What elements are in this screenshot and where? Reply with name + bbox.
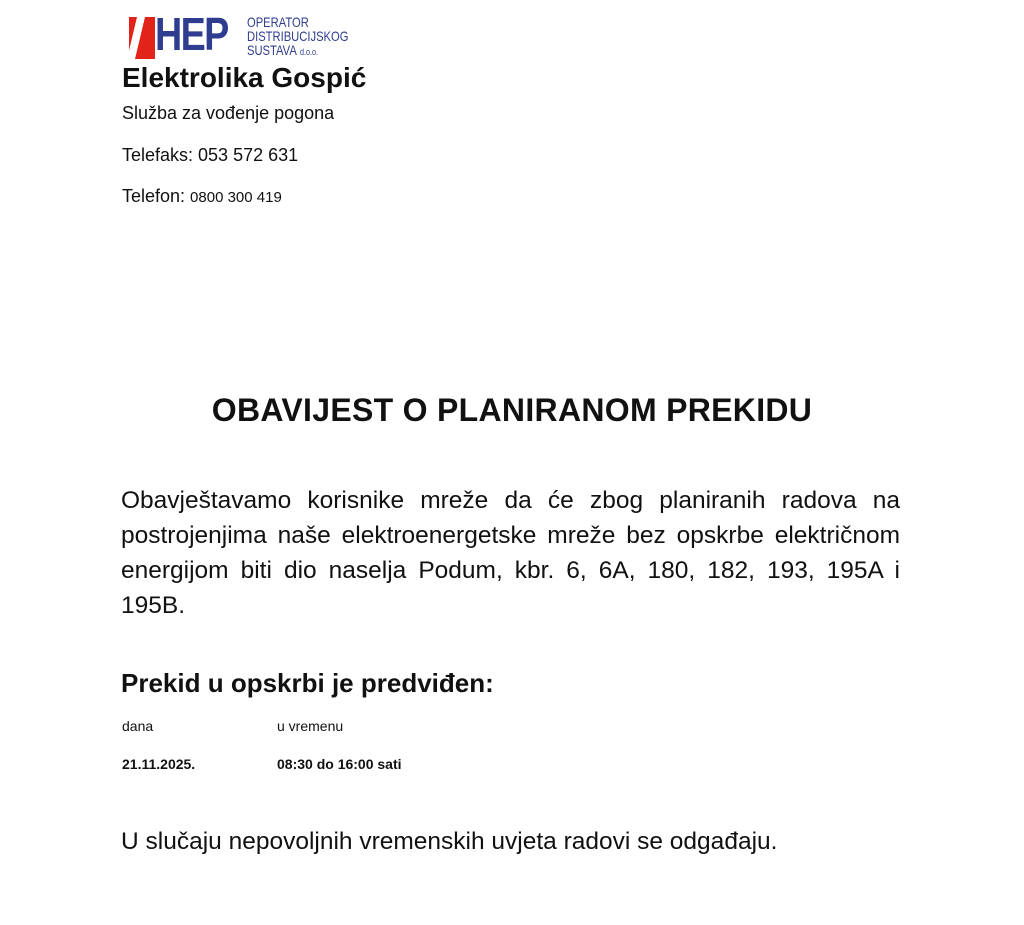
date-label: dana <box>122 718 154 734</box>
phone-label: Telefon: <box>122 186 191 206</box>
logo-sub-doo: d.o.o. <box>299 47 319 57</box>
logo-sub-line2: DISTRIBUCIJSKOG <box>247 28 349 44</box>
logo-sub-line3: SUSTAVA <box>247 42 297 58</box>
hep-lightning-icon <box>123 15 157 61</box>
time-label: u vremenu <box>277 718 344 734</box>
logo-brand: HEP <box>155 8 228 60</box>
org-name: Elektrolika Gospić <box>122 62 367 93</box>
notice-body: Obavještavamo korisnike mreže da će zbog planiranih radova na postrojenjima naše elektroenergetske mreže bez opskrbe električnom energijom biti dio naselja Podum, kbr. 6, 6A, 180, 182, 193, 195A i 195B. <box>121 487 900 619</box>
time-value: 08:30 do 16:00 sati <box>277 756 402 772</box>
phone-number: 0800 300 419 <box>190 189 282 206</box>
logo-sub-line1: OPERATOR <box>247 14 309 30</box>
date-value: 21.11.2025. <box>122 756 196 772</box>
footer-note: U slučaju nepovoljnih vremenskih uvjeta radovi se odgađaju. <box>121 828 778 855</box>
org-phone <box>122 186 282 207</box>
org-fax: Telefaks: 053 572 631 <box>122 145 299 165</box>
logo-subtitle <box>247 15 348 59</box>
org-department: Služba za vođenje pogona <box>122 103 335 123</box>
hep-logo <box>123 8 363 61</box>
notice-title: OBAVIJEST O PLANIRANOM PREKIDU <box>211 392 813 428</box>
schedule-heading: Prekid u opskrbi je predviđen: <box>121 668 494 698</box>
